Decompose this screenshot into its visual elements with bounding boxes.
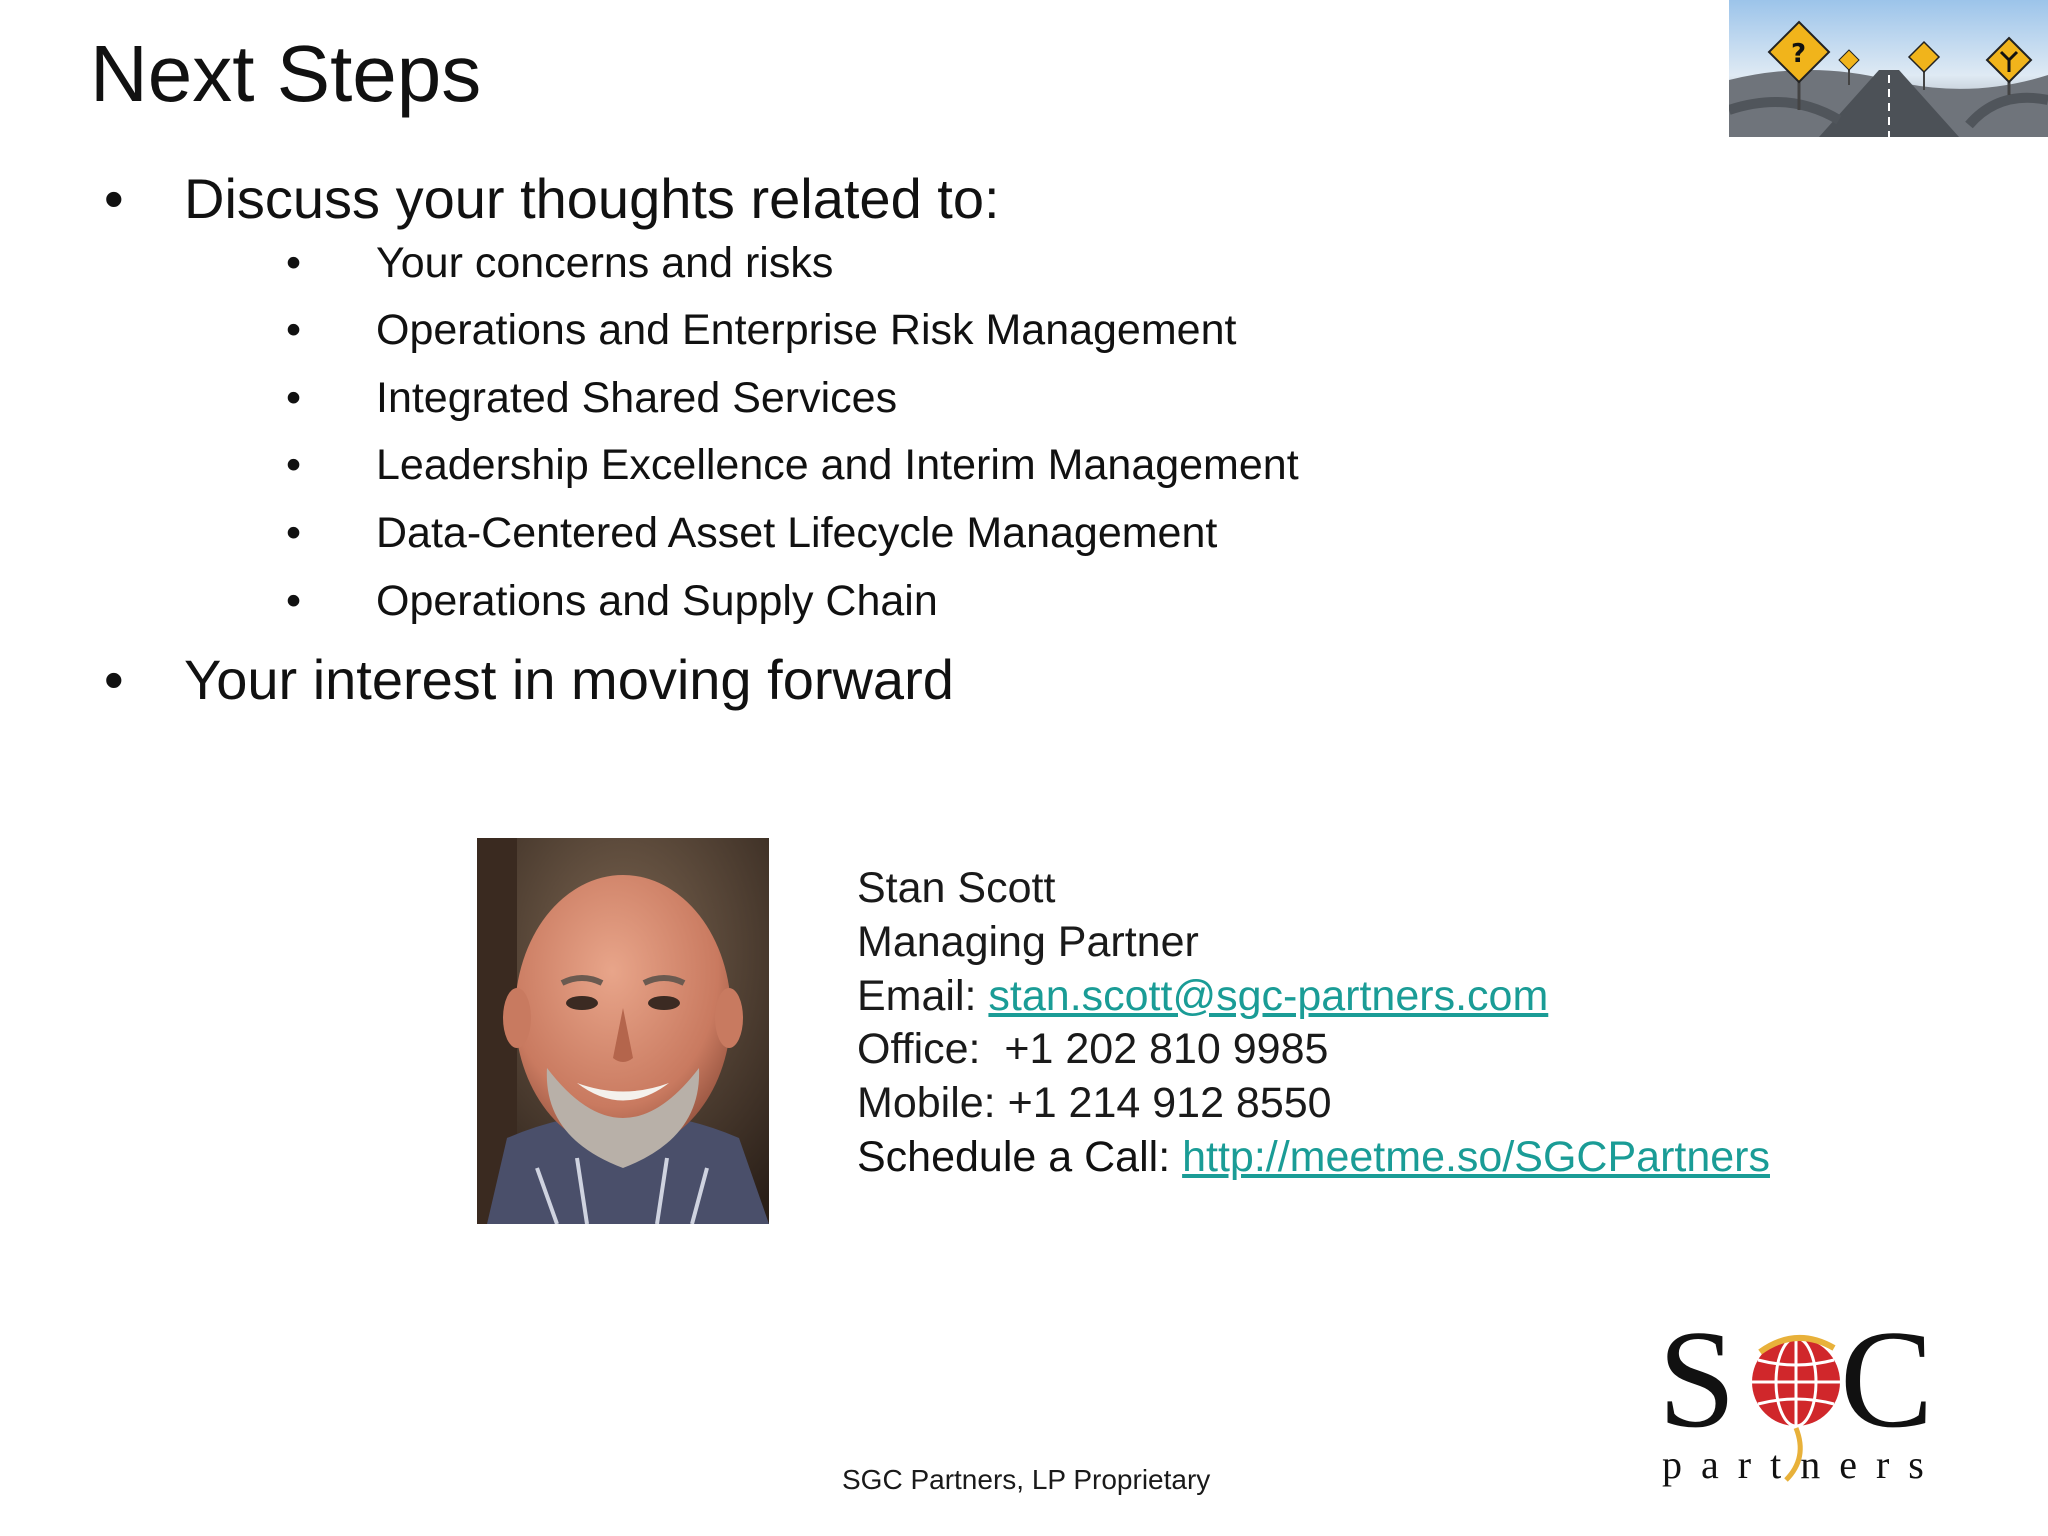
contact-email-row: Email: stan.scott@sgc-partners.com xyxy=(857,971,1549,1020)
contact-block xyxy=(857,862,1770,1185)
logo-letter-s: S xyxy=(1658,1318,1736,1457)
footer-text: SGC Partners, LP Proprietary xyxy=(842,1464,1211,1495)
road-signs-image xyxy=(1729,0,2048,137)
sub-bullet-item: • Operations and Supply Chain xyxy=(286,576,938,625)
sub-bullet-item: • Leadership Excellence and Interim Management xyxy=(286,441,1299,490)
contact-office-row: Office: +1 202 810 9985 xyxy=(857,1025,1329,1074)
contact-name: Stan Scott xyxy=(857,864,1056,912)
schedule-link[interactable]: http://meetme.so/SGCPartners xyxy=(1182,1132,1770,1181)
slide-title: Next Steps xyxy=(90,29,482,118)
sub-bullet-item: • Operations and Enterprise Risk Management xyxy=(286,306,1237,355)
bullet-item: • Discuss your thoughts related to: • Your concerns and risks • Operations and Enterprise Risk Management • Integrated Shared Services • Leadership Excellence and Interim Management • Data-Centered Asset Lifecycle Management • Operations and Supply Chain xyxy=(104,168,1504,627)
sub-bullet-item: • Integrated Shared Services xyxy=(286,373,898,422)
bullet-item: • Your interest in moving forward xyxy=(104,648,954,712)
sub-bullet-item: • Your concerns and risks xyxy=(286,238,834,287)
logo-tagline: partners xyxy=(1662,1442,1943,1487)
contact-mobile-row: Mobile: +1 214 912 8550 xyxy=(857,1079,1332,1127)
logo-letter-c: C xyxy=(1840,1318,1934,1457)
sgc-partners-logo xyxy=(1658,1318,1948,1488)
contact-photo xyxy=(477,838,769,1224)
contact-role: Managing Partner xyxy=(857,917,1199,966)
email-link[interactable]: stan.scott@sgc-partners.com xyxy=(988,971,1549,1020)
svg-text:?: ? xyxy=(1791,39,1807,69)
sub-bullet-list xyxy=(184,238,1504,628)
bullet-list xyxy=(104,168,1504,711)
sub-bullet-item: • Data-Centered Asset Lifecycle Management xyxy=(286,508,1218,557)
contact-schedule-row: Schedule a Call: http://meetme.so/SGCPartners xyxy=(857,1132,1770,1181)
